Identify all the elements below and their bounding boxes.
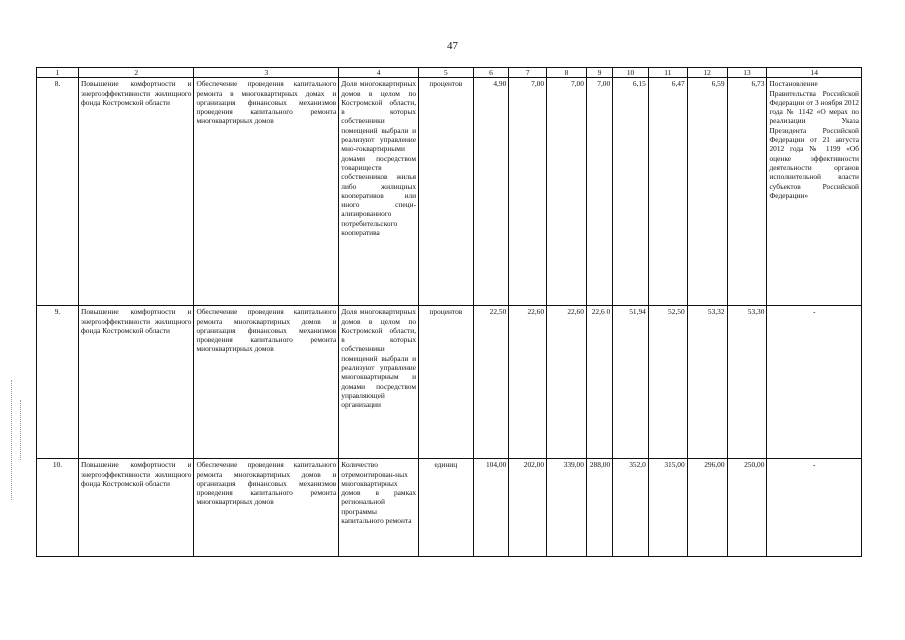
row-number: 9. xyxy=(37,306,79,459)
value-cell: 6,59 xyxy=(687,78,727,306)
indicator-cell: Доля многоквартирных домов в целом по Костромской области, в которых собственники помещений выбрали и реализуют управление многоквартирным и домами посредством управляющей организации xyxy=(339,306,419,459)
column-number: 14 xyxy=(767,68,862,78)
task-cell: Обеспечение проведения капитального ремонта многоквартирных домов и организация финансовых механизмов проведения капитального ремонта многоквартирных домов xyxy=(194,306,339,459)
value-cell: 22,60 xyxy=(509,306,547,459)
value-cell: 339,00 xyxy=(547,459,587,557)
unit-cell: процентов xyxy=(419,78,474,306)
table-row xyxy=(37,459,862,557)
value-cell: 6,15 xyxy=(613,78,649,306)
value-cell: 250,00 xyxy=(727,459,767,557)
indicator-cell: Количество отремонтирован-ных многоквартирных домов в рамках региональной программы капитального ремонта xyxy=(339,459,419,557)
indicator-cell: Доля многоквартирных домов в целом по Костромской области, в которых собственники помещений выбрали и реализуют управление мно-гоквартирными домами посредством товариществ собственников жилья либо жилищных кооперативов или иного специ-ализированного потребительского кооператива xyxy=(339,78,419,306)
value-cell: 4,90 xyxy=(473,78,509,306)
value-cell: 288,00 xyxy=(586,459,612,557)
value-cell: 52,50 xyxy=(648,306,687,459)
column-number: 8 xyxy=(547,68,587,78)
value-cell: 22,6 0 xyxy=(586,306,612,459)
value-cell: 7,00 xyxy=(586,78,612,306)
value-cell: 53,30 xyxy=(727,306,767,459)
value-cell: 6,47 xyxy=(648,78,687,306)
unit-cell: процентов xyxy=(419,306,474,459)
value-cell: 352,0 xyxy=(613,459,649,557)
value-cell: 7,00 xyxy=(509,78,547,306)
unit-cell: единиц xyxy=(419,459,474,557)
column-number: 12 xyxy=(687,68,727,78)
goal-cell: Повышение комфортности и энергоэффективности жилищного фонда Костромской области xyxy=(78,78,193,306)
basis-cell: Постановление Правительства Российской Федерации от 3 ноября 2012 года № 1142 «О мерах по реализации Указа Президента Российской Федерации от 21 августа 2012 года № 1199 «Об оценке эффективности деятельности органов исполнительной власти субъектов Российской Федерации» xyxy=(767,78,862,306)
column-number: 3 xyxy=(194,68,339,78)
task-cell: Обеспечение проведения капитального ремонта многоквартирных домов и организация финансовых механизмов проведения капитального ремонта многоквартирных домов xyxy=(194,459,339,557)
value-cell: 51,94 xyxy=(613,306,649,459)
column-number: 10 xyxy=(613,68,649,78)
value-cell: 202,00 xyxy=(509,459,547,557)
value-cell: 7,00 xyxy=(547,78,587,306)
column-number: 9 xyxy=(586,68,612,78)
value-cell: 22,60 xyxy=(547,306,587,459)
table-row xyxy=(37,306,862,459)
column-number: 1 xyxy=(37,68,79,78)
table-row xyxy=(37,78,862,306)
basis-cell: - xyxy=(767,306,862,459)
column-number: 5 xyxy=(419,68,474,78)
indicators-table xyxy=(36,67,862,557)
column-number: 2 xyxy=(78,68,193,78)
value-cell: 296,00 xyxy=(687,459,727,557)
scan-margin-line xyxy=(20,400,21,460)
scan-margin-line xyxy=(11,380,12,500)
row-number: 10. xyxy=(37,459,79,557)
value-cell: 315,00 xyxy=(648,459,687,557)
column-number: 4 xyxy=(339,68,419,78)
value-cell: 53,32 xyxy=(687,306,727,459)
column-number: 13 xyxy=(727,68,767,78)
column-number: 11 xyxy=(648,68,687,78)
value-cell: 104,00 xyxy=(473,459,509,557)
task-cell: Обеспечение проведения капитального ремонта в многоквартирных домах и организация финансовых механизмов проведения капитального ремонта многоквартирных домов xyxy=(194,78,339,306)
column-number: 7 xyxy=(509,68,547,78)
row-number: 8. xyxy=(37,78,79,306)
column-number: 6 xyxy=(473,68,509,78)
column-number-row xyxy=(37,68,862,78)
basis-cell: - xyxy=(767,459,862,557)
goal-cell: Повышение комфортности и энергоэффективности жилищного фонда Костромской области xyxy=(78,306,193,459)
value-cell: 22,50 xyxy=(473,306,509,459)
goal-cell: Повышение комфортности и энергоэффективности жилищного фонда Костромской области xyxy=(78,459,193,557)
page-number: 47 xyxy=(447,40,458,52)
value-cell: 6,73 xyxy=(727,78,767,306)
